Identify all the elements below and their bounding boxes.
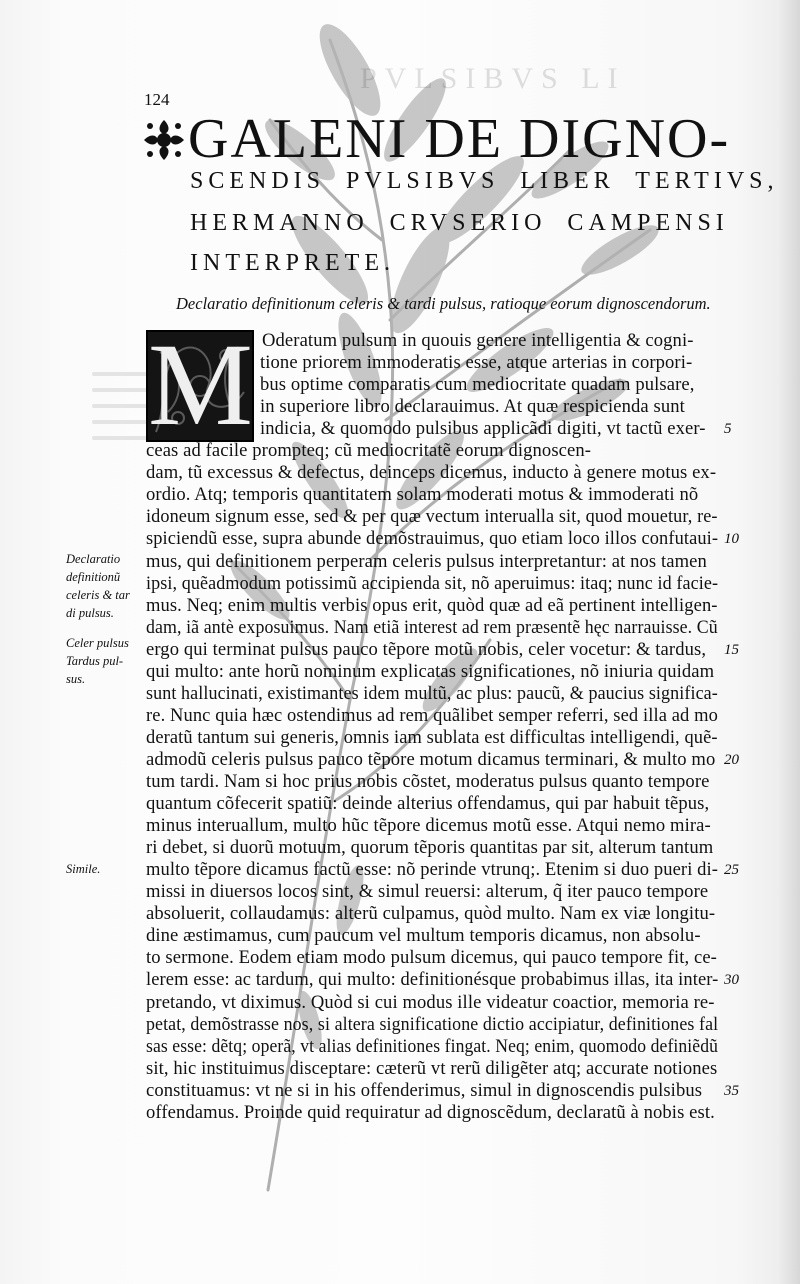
- body-line: spiciendũ esse, supra abunde demõstrauimus, quo etiam loco illos confutaui-: [146, 528, 719, 550]
- margin-note: di pulsus.: [66, 606, 114, 620]
- body-line: lerem esse: ac tardum, qui multo: definitionésque probabimus illas, ita inter-: [146, 969, 719, 991]
- fleuron-ornament-icon: [140, 116, 188, 164]
- line-number: 10: [724, 531, 739, 548]
- line-number: 15: [724, 641, 739, 658]
- body-line: Oderatum pulsum in quouis genere intelligentia & cogni-: [262, 330, 694, 351]
- body-line: qui multo: ante horũ nominum explicatas significationes, nõ iniuria quidam: [146, 660, 715, 682]
- body-line: petat, demõstrasse nos, si altera significatione dictio accipiatur, definitiones fal: [146, 1013, 719, 1035]
- body-line: tione priorem immoderatis esse, atque arterias in corpori-: [260, 352, 693, 374]
- body-line: offendamus. Proinde quid requiratur ad dignoscẽdum, declaratũ à nobis est.: [146, 1101, 715, 1123]
- body-line: ceas ad facile prompteq; cũ mediocritatẽ eorum dignoscen-: [146, 440, 592, 462]
- body-line: idoneum signum esse, sed & per quæ vectum interualla sit, quod mouetur, re-: [146, 506, 718, 528]
- body-line: quantum cõfecerit spatiũ: deinde alterius offendamus, qui par habuit tẽpus,: [146, 793, 710, 815]
- line-number: 30: [724, 972, 739, 989]
- body-line: sas esse: dẽtq; operã, vt alias definitiones fingat. Neq; enim, quomodo definiẽdũ: [146, 1035, 718, 1057]
- body-line: bus optime comparatis cum mediocritate quadam pulsare,: [260, 374, 695, 396]
- line-number: 5: [724, 421, 732, 438]
- page-number: 124: [144, 90, 170, 109]
- body-line: ipsi, quẽadmodum potissimũ accipienda sit, nõ aperuimus: itaq; nunc id facie-: [146, 572, 719, 594]
- body-line: mus, qui definitionem perperam celeris pulsus interpretantur: at nos tamen: [146, 550, 707, 572]
- page-edge-shadow: [778, 0, 800, 1284]
- body-line: mus. Neq; enim multis verbis opus erit, quòd quæ ad eã pertinent intelligen-: [146, 594, 718, 616]
- body-line: missi in diuersos locos sint, & simul reuersi: alterum, q̃ iter pauco tempore: [146, 881, 709, 903]
- faint-bleed-margin: [92, 372, 150, 452]
- body-line: dine æstimamus, cum paucum vel multum temporis dicamus, non absolu-: [146, 925, 701, 947]
- margin-note: Tardus pul-: [66, 654, 124, 668]
- margin-note: sus.: [66, 672, 86, 686]
- body-line: sunt hallucinati, existimantes idem multũ, ac plus: paucũ, & paucius significa-: [146, 682, 718, 704]
- chapter-subtitle: Declaratio definitionum celeris & tardi pulsus, ratioque eorum dignoscendorum.: [176, 294, 711, 313]
- title-line-1: GALENI DE DIGNO-: [188, 108, 731, 170]
- body-line: deratũ tantum sui generis, omnis iam sublata est difficultas intelligendi, quẽ-: [146, 726, 718, 748]
- body-line: ri debet, si duorũ motuum, quorum tẽporis quantitas par sit, alterum tantum: [146, 837, 714, 859]
- margin-note: definitionũ: [66, 570, 121, 584]
- line-number: 20: [724, 751, 739, 768]
- body-line: ergo qui terminat pulsus pauco tẽpore motũ nobis, celer vocetur: & tardus,: [146, 638, 707, 660]
- initial-letter: M: [148, 319, 253, 450]
- margin-note: Declaratio: [66, 552, 121, 566]
- line-number: 35: [724, 1082, 739, 1099]
- margin-note: Simile.: [66, 862, 101, 876]
- body-line: dam, tũ excessus & defectus, deinceps dicemus, inducto à genere motus ex-: [146, 462, 717, 484]
- body-line: tum tardi. Nam si hoc prius nobis cõstet, moderatus pulsus quanto tempore: [146, 771, 710, 792]
- body-line: in superiore libro declarauimus. At quæ respicienda sunt: [260, 396, 685, 418]
- body-line: constituamus: vt ne si in his offenderimus, simul in dignoscendis pulsibus: [146, 1079, 703, 1101]
- title-line-4: INTERPRETE.: [190, 250, 395, 276]
- body-line: minus interuallum, multo hũc tẽpore dicemus motũ esse. Atqui nemo mira-: [146, 815, 711, 837]
- title-line-2: SCENDIS PVLSIBVS LIBER TERTIVS,: [190, 168, 779, 194]
- body-line: dam, iã antè exposuimus. Nam etiã interest ad rem præsentẽ hęc narrauisse. Cũ: [146, 616, 718, 638]
- body-line: ordio. Atq; temporis quantitatem solam moderati motus & immoderati nõ: [146, 484, 699, 506]
- margin-note: Celer pulsus: [66, 636, 129, 650]
- decorated-initial: [146, 319, 254, 450]
- title-line-3: HERMANNO CRVSERIO CAMPENSI: [190, 210, 729, 236]
- body-line: re. Nunc quia hæc ostendimus ad rem quãlibet semper referri, sed illa ad mo: [146, 704, 718, 726]
- body-line: sit, hic instituimus disceptare: cæterũ vt rerũ diligẽter atq; accurate notiones: [146, 1057, 718, 1079]
- body-line: pretando, vt diximus. Quòd si cui modus ille videatur coactior, memoria re-: [146, 991, 715, 1013]
- body-line: admodũ celeris pulsus pauco tẽpore motum dicamus terminari, & multo mo: [146, 748, 716, 770]
- body-line: to sermone. Eodem etiam modo pulsum dicemus, qui pauco tempore fit, ce-: [146, 947, 717, 969]
- bleed-through-text: PVLSIBVS LI: [360, 62, 626, 95]
- margin-note: celeris & tar: [66, 588, 130, 602]
- body-line: multo tẽpore dicamus factũ esse: nõ perinde vtrunq;. Etenim si duo pueri di-: [146, 859, 719, 881]
- body-line: absoluerit, collaudamus: alterũ culpamus, quòd multo. Nam ex viæ longitu-: [146, 903, 716, 925]
- body-line: indicia, & quomodo pulsibus applicãdi digiti, vt tactũ exer-: [260, 418, 706, 440]
- line-number: 25: [724, 862, 739, 879]
